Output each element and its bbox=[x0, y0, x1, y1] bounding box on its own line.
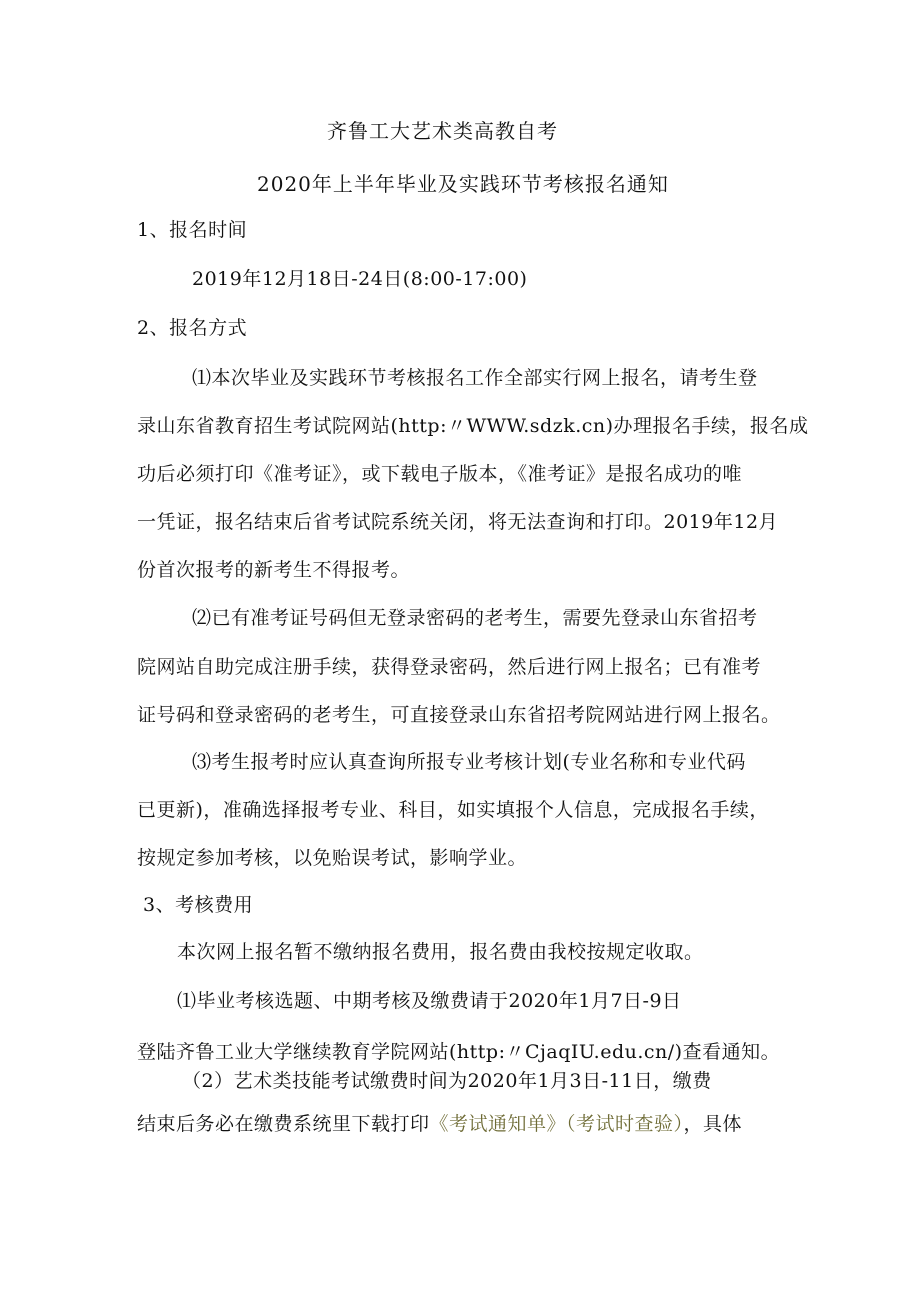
s2-p1-line-1: ⑴本次毕业及实践环节考核报名工作全部实行网上报名，请考生登 bbox=[192, 367, 758, 389]
s2-p1-line-4: 一凭证，报名结束后省考试院系统关闭，将无法查询和打印。2019年12月 bbox=[137, 511, 779, 533]
section-3-heading: 3、考核费用 bbox=[143, 894, 254, 916]
s3-p2-line-2 bbox=[137, 1112, 742, 1136]
s3-p2-line-1: （2）艺术类技能考试缴费时间为2020年1月3日-11日，缴费 bbox=[182, 1070, 712, 1092]
s2-p1-line-5: 份首次报考的新考生不得报考。 bbox=[137, 559, 411, 581]
s2-p1-line-2: 录山东省教育招生考试院网站(http:〃WWW.sdzk.cn)办理报名手续，报名成 bbox=[137, 415, 809, 437]
section-1-heading: 1、报名时间 bbox=[137, 219, 248, 241]
s2-p3-line-3: 按规定参加考核，以免贻误考试，影响学业。 bbox=[137, 847, 528, 869]
s3-p2-line-2-end: ，具体 bbox=[683, 1113, 743, 1135]
s2-p3-line-2: 已更新)，准确选择报考专业、科目，如实填报个人信息，完成报名手续， bbox=[137, 799, 769, 821]
title-line-2: 2020年上半年毕业及实践环节考核报名通知 bbox=[257, 172, 669, 196]
s2-p2-line-1: ⑵已有准考证号码但无登录密码的老考生，需要先登录山东省招考 bbox=[192, 607, 758, 629]
s3-p2-line-2-start: 结束后务必在缴费系统里下载打印 bbox=[137, 1113, 430, 1135]
fee-intro: 本次网上报名暂不缴纳报名费用，报名费由我校按规定收取。 bbox=[177, 941, 704, 963]
s2-p2-line-3: 证号码和登录密码的老考生，可直接登录山东省招考院网站进行网上报名。 bbox=[137, 704, 781, 726]
exam-notice-link-text: 《考试通知单》（考试时查验） bbox=[429, 1113, 684, 1135]
s3-p1-line-1: ⑴毕业考核选题、中期考核及缴费请于2020年1月7日-9日 bbox=[177, 990, 682, 1012]
title-line-1: 齐鲁工大艺术类高教自考 bbox=[327, 119, 558, 143]
s2-p1-line-3: 功后必须打印《准考证》，或下载电子版本，《准考证》是报名成功的唯 bbox=[137, 463, 743, 485]
registration-time: 2019年12月18日-24日(8:00-17:00) bbox=[192, 268, 528, 290]
s2-p3-line-1: ⑶考生报考时应认真查询所报专业考核计划(专业名称和专业代码 bbox=[192, 751, 746, 773]
s2-p2-line-2: 院网站自助完成注册手续，获得登录密码，然后进行网上报名；已有准考 bbox=[137, 656, 762, 678]
s3-p1-line-2: 登陆齐鲁工业大学继续教育学院网站(http:〃CjaqIU.edu.cn/)查看通知。 bbox=[137, 1041, 781, 1063]
section-2-heading: 2、报名方式 bbox=[137, 317, 248, 339]
